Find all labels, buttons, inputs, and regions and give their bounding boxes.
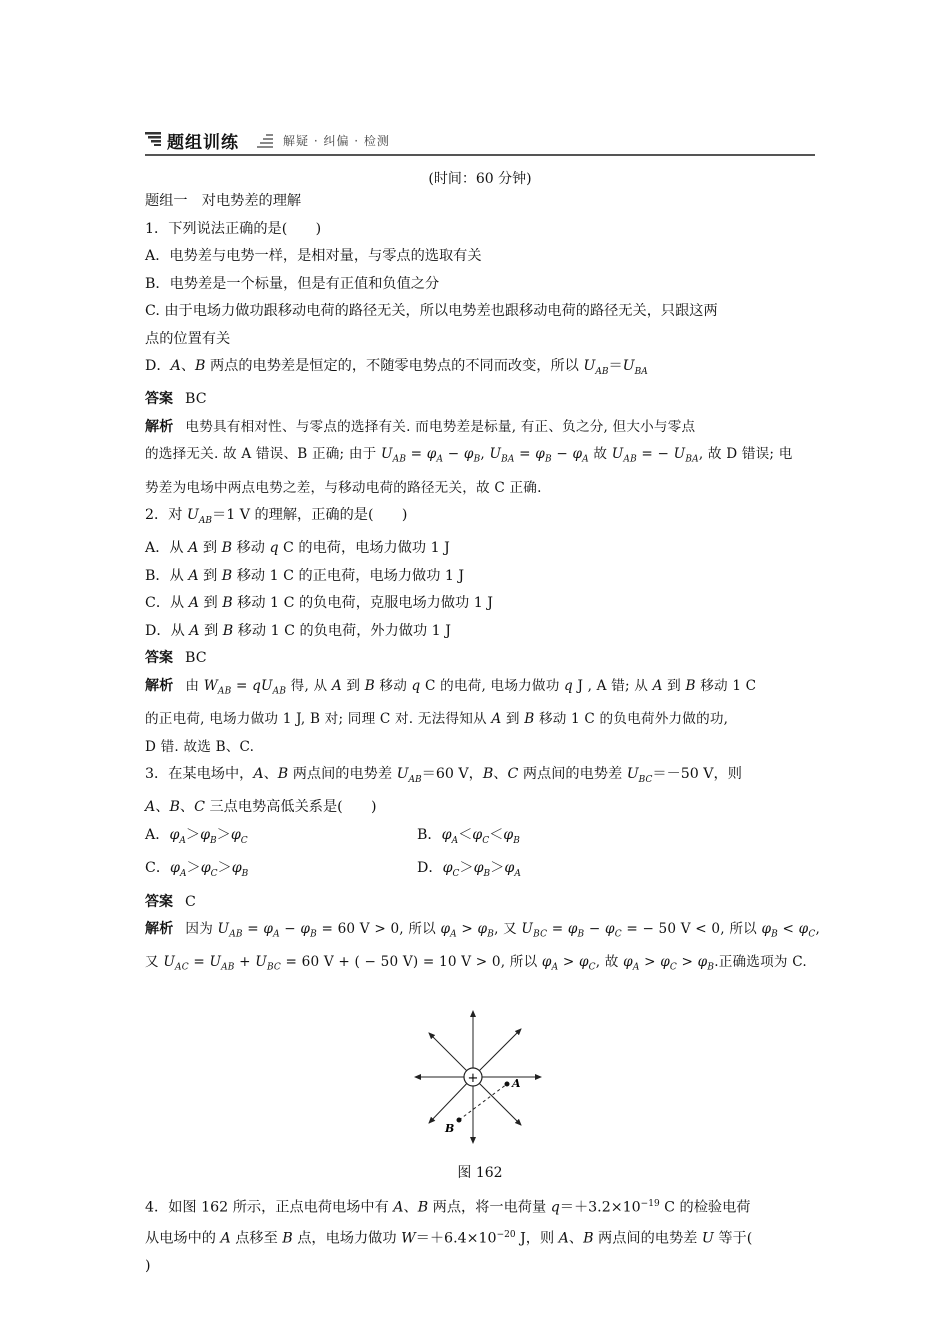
point-b [457,1117,462,1122]
q1-stem: 1．下列说法正确的是( ) [145,220,322,237]
q4-stem-line2: 从电场中的 A 点移至 B 点，电场力做功 $W=+6.4\times 10^{-20}$ J，则 A、B 两点间的电势差 U 等于( [145,1229,753,1247]
q3-answer: 答案 C [145,893,196,910]
q1-option-b: B．电势差是一个标量，但是有正值和负值之分 [145,275,440,292]
q3-explanation-line1: 解析 因为 $U_{AB} = \varphi_A - \varphi_B = 60$ V > 0, 所以 $\varphi_A > \varphi_B$, 又 $U_{BC} = \varphi_B - \varphi_C$ = − 50 V < 0, 所以 $\varphi_B < \varphi_C$, [145,921,820,940]
stripes-icon [145,132,161,146]
q1-option-c-line1: C. 由于电场力做功跟移动电荷的路径无关，所以电势差也跟移动电荷的路径无关，只跟这两 [145,303,718,319]
q3-option-c: C．$\varphi_A>\varphi_C>\varphi_B$ [145,860,249,880]
q1-explanation-line1: 解析 电势具有相对性、与零点的选择有关. 而电势差是标量, 有正、负之分, 但大小与零点 [145,418,696,435]
q1-option-a: A．电势差与电势一样，是相对量，与零点的选取有关 [145,248,482,264]
q2-option-a: A．从 A 到 B 移动 q C 的电荷，电场力做功 1 J [145,540,450,557]
q3-option-b: B．$\varphi_A<\varphi_C<\varphi_B$ [417,826,520,846]
time-note: (时间：60 分钟) [428,171,532,187]
q2-explanation-line1: 解析 由 $W_{AB} = qU_{AB}$ 得, 从 A 到 B 移动 q C 的电荷, 电场力做功 q J , A 错; 从 A 到 B 移动 1 C [145,677,757,697]
section-title: 题组训练 [167,133,239,153]
field-diagram [145,991,815,1161]
q3-stem-line1: 3．在某电场中，A、B 两点间的电势差 $U_{AB}=60$ V，B、C 两点间的电势差 $U_{BC}=-50$ V，则 [145,766,742,785]
q3-options-row1 [145,822,815,855]
dashed-line-ab [459,1084,507,1120]
section-subtitle: 解疑 · 纠偏 · 检测 [283,134,390,148]
q3-stem-line2: A、B、C 三点电势高低关系是( ) [145,799,377,816]
q4-stem-line3: ) [145,1257,151,1274]
field-line-up-right [473,1029,521,1077]
q1-explanation-line3: 势差为电场中两点电势之差，与移动电荷的路径无关，故 C 正确. [145,479,542,496]
q2-option-d: D．从 A 到 B 移动 1 C 的负电荷，外力做功 1 J [145,622,451,639]
q3-explanation-line2: 又 $U_{AC} = U_{AB} + U_{BC} = 60$ V + ( − 50 V) = 10 V > 0, 所以 $\varphi_A > \varphi_C$, 故 $\varphi_A > \varphi_C > \varphi_B$.正确选项为 C. [145,954,807,974]
point-a [505,1081,510,1086]
q2-option-b: B．从 A 到 B 移动 1 C 的正电荷，电场力做功 1 J [145,567,465,584]
q4-stem-line1: 4．如图 162 所示，正点电荷电场中有 A、B 两点，将一电荷量 $q=+3.2\times 10^{-19}$ C 的检验电荷 [145,1198,751,1216]
q3-option-d: D．$\varphi_C>\varphi_B>\varphi_A$ [417,860,521,880]
stripes-icon [257,134,273,148]
q1-option-c-line2: 点的位置有关 [145,330,231,347]
q2-option-c: C．从 A 到 B 移动 1 C 的负电荷，克服电场力做功 1 J [145,595,493,612]
figure-caption: 图 162 [457,1164,503,1181]
section-header [145,128,815,156]
q3-option-a: A．$\varphi_A>\varphi_B>\varphi_C$ [145,826,248,846]
field-lines-diagram [413,1001,553,1146]
q1-explanation-line2: 的选择无关. 故 A 错误、B 正确; 由于 $U_{AB} = \varphi_A - \varphi_B$, $U_{BA} = \varphi_B - \varphi_A$ 故 $U_{AB}$ = − $U_{BA}$, 故 D 错误; 电 [145,446,793,466]
q1-answer: 答案 BC [145,391,207,408]
q2-answer: 答案 BC [145,650,207,667]
q2-explanation-line2: 的正电荷, 电场力做功 1 J, B 对; 同理 C 对. 无法得知从 A 到 B 移动 1 C 的负电荷外力做的功, [145,711,729,728]
group-title: 题组一 对电势差的理解 [145,193,302,209]
plus-sign: + [467,1070,479,1086]
q2-explanation-line3: D 错. 故选 B、C. [145,738,255,755]
document-page [145,128,820,1280]
q3-options-row2 [145,855,815,888]
q1-option-d: D．A、B 两点的电势差是恒定的，不随零电势点的不同而改变，所以 $U_{AB}=U_{BA}$ [145,358,648,377]
label-a: A [512,1076,521,1090]
q2-stem: 2．对 $U_{AB}=1$ V 的理解，正确的是( ) [145,507,408,526]
label-b: B [445,1121,455,1135]
